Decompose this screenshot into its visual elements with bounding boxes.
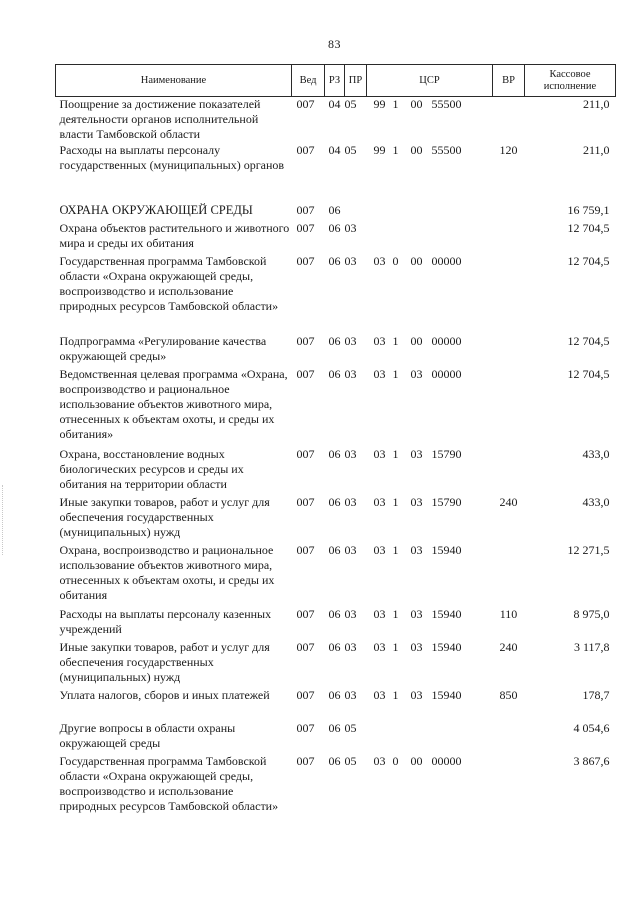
row-pr: 05: [344, 753, 357, 768]
csr-part-2: 1: [392, 366, 399, 381]
table-row: [56, 254, 616, 334]
csr-part-4: 15940: [431, 639, 462, 654]
row-vr: [493, 367, 525, 447]
row-amount: 178,7: [582, 687, 610, 702]
csr-part-2: 1: [392, 687, 399, 702]
table-row: [56, 143, 616, 203]
row-name: Иные закупки товаров, работ и услуг для обеспечения государственных (муниципальных) нужд: [59, 639, 270, 684]
csr-part-3: 03: [410, 606, 423, 621]
row-vr: 110: [499, 606, 518, 621]
table-row: [56, 640, 616, 688]
csr-part-1: 03: [373, 333, 386, 348]
row-rz: 06: [328, 202, 341, 217]
csr-part-1: 03: [373, 753, 386, 768]
row-vr: 240: [499, 494, 518, 509]
row-rz: 04: [328, 142, 341, 157]
budget-table: [55, 64, 616, 834]
csr-part-3: 03: [410, 446, 423, 461]
table-row: [56, 495, 616, 543]
row-pr: 03: [344, 542, 357, 557]
table-row: [56, 97, 616, 143]
csr-part-1: 99: [373, 97, 386, 111]
csr-part-3: 00: [410, 333, 423, 348]
table-row: [56, 334, 616, 367]
csr-part-4: 55500: [431, 142, 462, 157]
row-pr: 03: [344, 687, 357, 702]
page-number: 83: [328, 37, 341, 51]
row-csr: [367, 143, 493, 203]
row-pr: 05: [344, 97, 357, 111]
table-row: [56, 543, 616, 607]
row-rz: 06: [328, 639, 341, 654]
row-rz: 06: [328, 542, 341, 557]
header-csr: ЦСР: [367, 65, 493, 97]
row-rz: 06: [328, 220, 341, 235]
row-vr: [493, 543, 525, 607]
row-name: Охрана, воспроизводство и рациональное использование объектов животного мира, отнесенных к объектам охоты, и среды их обитания: [59, 542, 275, 602]
row-ved: 007: [296, 446, 315, 461]
header-rz: РЗ: [325, 65, 345, 97]
row-csr: [367, 334, 493, 367]
table-row: [56, 607, 616, 640]
table-row: [56, 447, 616, 495]
csr-part-1: 03: [373, 639, 386, 654]
csr-part-3: 03: [410, 542, 423, 557]
csr-part-1: 03: [373, 494, 386, 509]
row-rz: 06: [328, 446, 341, 461]
table-row: [56, 221, 616, 254]
row-rz: 06: [328, 720, 341, 735]
csr-part-4: 00000: [431, 366, 462, 381]
csr-part-2: 1: [392, 97, 399, 111]
csr-part-3: 00: [410, 97, 423, 111]
row-ved: 007: [296, 494, 315, 509]
row-pr: 05: [344, 720, 357, 735]
csr-part-2: 1: [392, 639, 399, 654]
header-amount: Кассовое исполнение: [525, 65, 616, 97]
row-amount: 433,0: [582, 494, 610, 509]
row-amount: 433,0: [582, 446, 610, 461]
header-ved: Вед: [292, 65, 325, 97]
csr-part-4: 15940: [431, 687, 462, 702]
row-csr: [367, 543, 493, 607]
row-csr: [367, 754, 493, 834]
row-vr: 120: [499, 142, 518, 157]
row-rz: 06: [328, 687, 341, 702]
csr-part-4: 55500: [431, 97, 462, 111]
row-vr: [493, 97, 525, 143]
row-ved: 007: [296, 606, 315, 621]
row-csr: [367, 721, 493, 754]
header-pr: ПР: [345, 65, 367, 97]
row-amount: 3 867,6: [573, 753, 610, 768]
row-amount: 16 759,1: [567, 202, 610, 217]
csr-part-3: 03: [410, 687, 423, 702]
csr-part-4: 15790: [431, 446, 462, 461]
row-name: Государственная программа Тамбовской области «Охрана окружающей среды, воспроизводство и использование природных ресурсов Тамбовской области»: [59, 753, 279, 813]
csr-part-4: 00000: [431, 253, 462, 268]
table-header-row: [56, 65, 616, 97]
row-vr: [493, 334, 525, 367]
row-amount: 12 704,5: [567, 366, 610, 381]
row-ved: 007: [296, 366, 315, 381]
row-pr: 03: [344, 366, 357, 381]
csr-part-4: 00000: [431, 333, 462, 348]
row-rz: 04: [328, 97, 341, 111]
row-name: Государственная программа Тамбовской области «Охрана окружающей среды, воспроизводство и использование природных ресурсов Тамбовской области»: [59, 253, 279, 313]
row-rz: 06: [328, 494, 341, 509]
row-csr: [367, 640, 493, 688]
row-ved: 007: [296, 753, 315, 768]
row-name: Расходы на выплаты персоналу казенных учреждений: [59, 606, 272, 636]
row-ved: 007: [296, 639, 315, 654]
row-name: ОХРАНА ОКРУЖАЮЩЕЙ СРЕДЫ: [59, 202, 253, 217]
row-rz: 06: [328, 253, 341, 268]
table-row: [56, 203, 616, 221]
row-ved: 007: [296, 687, 315, 702]
row-csr: [367, 607, 493, 640]
row-csr: [367, 203, 493, 221]
header-vr: ВР: [493, 65, 525, 97]
row-name: Другие вопросы в области охраны окружающей среды: [59, 720, 236, 750]
csr-part-1: 99: [373, 142, 386, 157]
table-row: [56, 754, 616, 834]
csr-part-3: 03: [410, 366, 423, 381]
table-row: [56, 688, 616, 721]
row-ved: 007: [296, 542, 315, 557]
row-vr: [493, 447, 525, 495]
row-csr: [367, 221, 493, 254]
csr-part-3: 03: [410, 494, 423, 509]
row-rz: 06: [328, 753, 341, 768]
csr-part-4: 00000: [431, 753, 462, 768]
csr-part-2: 1: [392, 142, 399, 157]
csr-part-1: 03: [373, 253, 386, 268]
row-name: Расходы на выплаты персоналу государственных (муниципальных) органов: [59, 142, 285, 172]
csr-part-1: 03: [373, 366, 386, 381]
row-ved: 007: [296, 253, 315, 268]
row-rz: 06: [328, 333, 341, 348]
row-amount: 12 704,5: [567, 333, 610, 348]
row-vr: 850: [499, 687, 518, 702]
row-amount: 12 704,5: [567, 253, 610, 268]
csr-part-2: 1: [392, 446, 399, 461]
row-name: Охрана объектов растительного и животного мира и среды их обитания: [59, 220, 290, 250]
csr-part-3: 00: [410, 753, 423, 768]
row-vr: [493, 254, 525, 334]
csr-part-2: 0: [392, 253, 399, 268]
row-ved: 007: [296, 220, 315, 235]
row-pr: 03: [344, 253, 357, 268]
row-pr: 05: [344, 142, 357, 157]
row-name: Охрана, восстановление водных биологических ресурсов и среды их обитания на территории области: [59, 446, 244, 491]
csr-part-1: 03: [373, 606, 386, 621]
row-csr: [367, 97, 493, 143]
row-vr: [493, 203, 525, 221]
table-row: [56, 721, 616, 754]
row-pr: [345, 203, 367, 221]
row-name: Уплата налогов, сборов и иных платежей: [59, 687, 270, 702]
csr-part-4: 15940: [431, 606, 462, 621]
row-pr: 03: [344, 333, 357, 348]
row-ved: 007: [296, 97, 315, 111]
row-rz: 06: [328, 606, 341, 621]
csr-part-1: 03: [373, 542, 386, 557]
row-amount: 3 117,8: [573, 639, 610, 654]
table-row: [56, 367, 616, 447]
margin-binding-marks: [2, 485, 5, 555]
row-csr: [367, 688, 493, 721]
header-name: Наименование: [56, 65, 292, 97]
row-vr: [493, 721, 525, 754]
csr-part-3: 03: [410, 639, 423, 654]
csr-part-2: 1: [392, 606, 399, 621]
row-pr: 03: [344, 220, 357, 235]
row-pr: 03: [344, 606, 357, 621]
row-amount: 12 271,5: [567, 542, 610, 557]
csr-part-1: 03: [373, 446, 386, 461]
row-pr: 03: [344, 494, 357, 509]
row-csr: [367, 367, 493, 447]
row-name: Подпрограмма «Регулирование качества окружающей среды»: [59, 333, 267, 363]
row-name: Поощрение за достижение показателей деятельности органов исполнительной власти Тамбовской области: [59, 97, 261, 141]
row-ved: 007: [296, 142, 315, 157]
row-ved: 007: [296, 202, 315, 217]
row-amount: 211,0: [582, 97, 610, 111]
row-pr: 03: [344, 639, 357, 654]
row-rz: 06: [328, 366, 341, 381]
row-amount: 211,0: [582, 142, 610, 157]
csr-part-2: 1: [392, 494, 399, 509]
row-name: Ведомственная целевая программа «Охрана, воспроизводство и рациональное использование объектов животного мира, отнесенных к объектам охоты, и среды их обитания»: [59, 366, 288, 441]
csr-part-2: 0: [392, 753, 399, 768]
row-pr: 03: [344, 446, 357, 461]
row-amount: 12 704,5: [567, 220, 610, 235]
row-amount: 8 975,0: [573, 606, 610, 621]
row-csr: [367, 495, 493, 543]
row-ved: 007: [296, 720, 315, 735]
csr-part-4: 15940: [431, 542, 462, 557]
csr-part-3: 00: [410, 142, 423, 157]
csr-part-4: 15790: [431, 494, 462, 509]
row-vr: [493, 754, 525, 834]
csr-part-2: 1: [392, 542, 399, 557]
csr-part-3: 00: [410, 253, 423, 268]
row-name: Иные закупки товаров, работ и услуг для обеспечения государственных (муниципальных) нужд: [59, 494, 270, 539]
row-amount: 4 054,6: [573, 720, 610, 735]
row-csr: [367, 447, 493, 495]
row-csr: [367, 254, 493, 334]
csr-part-1: 03: [373, 687, 386, 702]
row-ved: 007: [296, 333, 315, 348]
csr-part-2: 1: [392, 333, 399, 348]
row-vr: 240: [499, 639, 518, 654]
row-vr: [493, 221, 525, 254]
